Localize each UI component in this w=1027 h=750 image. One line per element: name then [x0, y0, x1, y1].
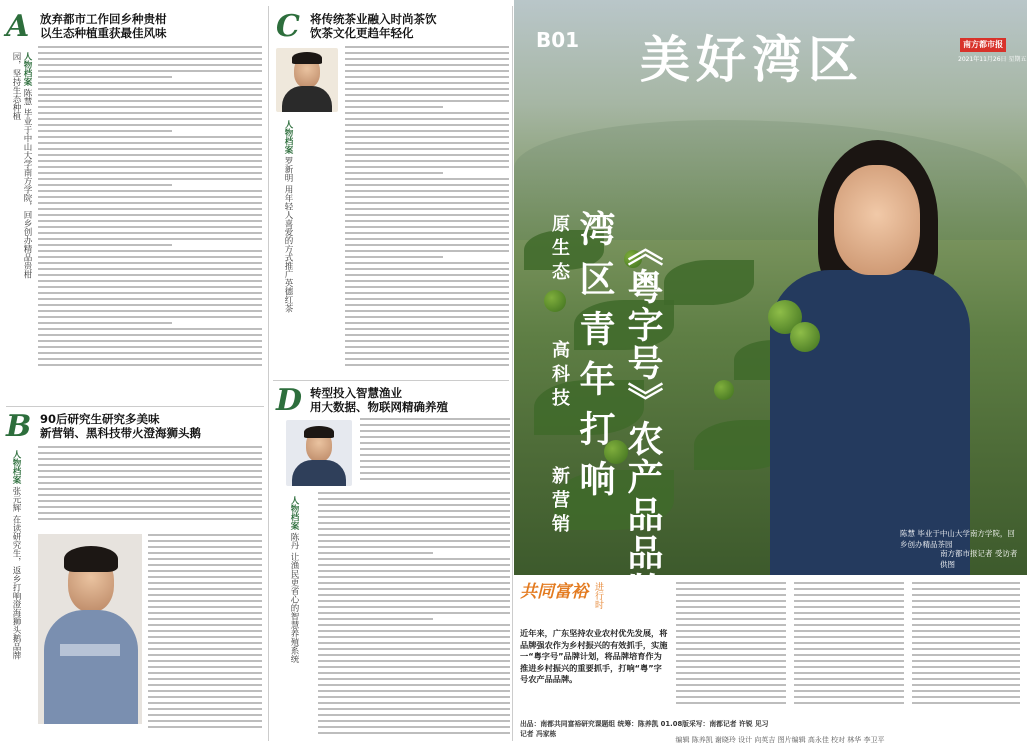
column-divider — [512, 6, 513, 741]
issue-date: 2021年11月26日 星期五 — [958, 56, 1027, 63]
section-b-headline-1: 90后研究生研究多美味 — [40, 412, 160, 426]
section-letter-c: C — [276, 9, 300, 44]
section-c-headline-1: 将传统茶业融入时尚茶饮 — [310, 12, 437, 26]
hero-credit: 南方都市报记者 受访者供图 — [940, 549, 1018, 569]
promo-body-2 — [794, 582, 904, 710]
section-b-body — [38, 446, 262, 528]
hero-subhead: 湾区青年打响 — [574, 210, 615, 510]
section-letter-b: B — [6, 409, 32, 444]
section-b-body-2 — [148, 534, 262, 734]
page-number: B01 — [536, 28, 580, 52]
hero-tagline-2: 高科技 — [549, 340, 570, 412]
portrait-c — [276, 48, 338, 112]
promo-logo-title: 共同富裕 — [520, 582, 588, 602]
hero-tagline-1: 原生态 — [549, 214, 570, 286]
section-c-body — [345, 46, 509, 370]
promo-logo — [520, 582, 616, 624]
hero-person-face — [834, 165, 920, 275]
section-d-body-top — [360, 418, 510, 484]
portrait-b — [38, 534, 142, 724]
hero-tagline-3: 新营销 — [549, 466, 570, 538]
profile-label: 人物档案 — [289, 496, 299, 530]
section-b-profile — [10, 450, 21, 700]
brand-logo: 南方都市报 — [960, 38, 1006, 52]
profile-label: 人物档案 — [283, 120, 293, 154]
profile-label: 人物档案 — [22, 52, 32, 86]
section-b-headline-2: 新营销、黑科技带火澄海狮头鹅 — [40, 426, 201, 440]
section-d-body — [318, 492, 510, 736]
promo-body-3 — [912, 582, 1020, 710]
section-a-profile — [10, 52, 32, 282]
promo-source: 出品：南都共同富裕研究课题组 统筹：陈养凯 01.08版采写：南都记者 许锐 见习记者 冯家栋 — [520, 720, 769, 738]
page-footer-credits: 编辑 陈养凯 谢晓玲 设计 向英吉 图片编辑 高永佳 校对 林华 李卫平 — [675, 736, 885, 744]
section-d-headline-1: 转型投入智慧渔业 — [310, 386, 402, 400]
section-letter-d: D — [276, 383, 303, 418]
column-divider — [268, 6, 269, 741]
hero-headline: 《粤字号》农产品品牌 — [622, 230, 663, 610]
profile-text: 张元辉 在读研究生，返乡打响澄海狮头鹅品牌 — [11, 486, 21, 660]
portrait-d — [286, 420, 352, 486]
promo-logo-sub: 进行时 — [593, 582, 603, 609]
section-c-profile — [282, 120, 293, 350]
section-divider — [6, 406, 264, 407]
section-a-headline-2: 以生态种植重获最佳风味 — [40, 26, 167, 40]
promo-lead: 近年来，广东坚持农业农村优先发展，将品牌强农作为乡村振兴的有效抓手，实施一“粤字号”品牌计划，将品牌培育作为推进乡村振兴的重要抓手，打响“粤”字号农产品品牌。 — [520, 628, 668, 684]
page-title: 美好湾区 — [640, 31, 864, 89]
section-divider — [273, 380, 509, 381]
section-a-body — [38, 46, 262, 398]
held-fruit — [790, 322, 820, 352]
profile-text: 陈慧 毕业于中山大学南方学院，回乡创办精品贵柑园，坚持生态种植 — [11, 52, 32, 279]
hero-caption: 陈慧 毕业于中山大学南方学院，回乡创办精品茶园 — [900, 529, 1015, 549]
section-a-headline-1: 放弃都市工作回乡种贵柑 — [40, 12, 167, 26]
section-letter-a: A — [6, 9, 30, 44]
profile-text: 陈丹 让渔民更省心的智慧养殖系统 — [289, 532, 299, 663]
promo-body-1 — [676, 582, 786, 710]
profile-label: 人物档案 — [11, 450, 21, 484]
section-d-profile — [288, 496, 299, 736]
section-d-headline-2: 用大数据、物联网精确养殖 — [310, 400, 448, 414]
profile-text: 罗新明 用年轻人喜爱的方式推广英德红茶 — [283, 156, 293, 313]
section-c-headline-2: 饮茶文化更趋年轻化 — [310, 26, 414, 40]
